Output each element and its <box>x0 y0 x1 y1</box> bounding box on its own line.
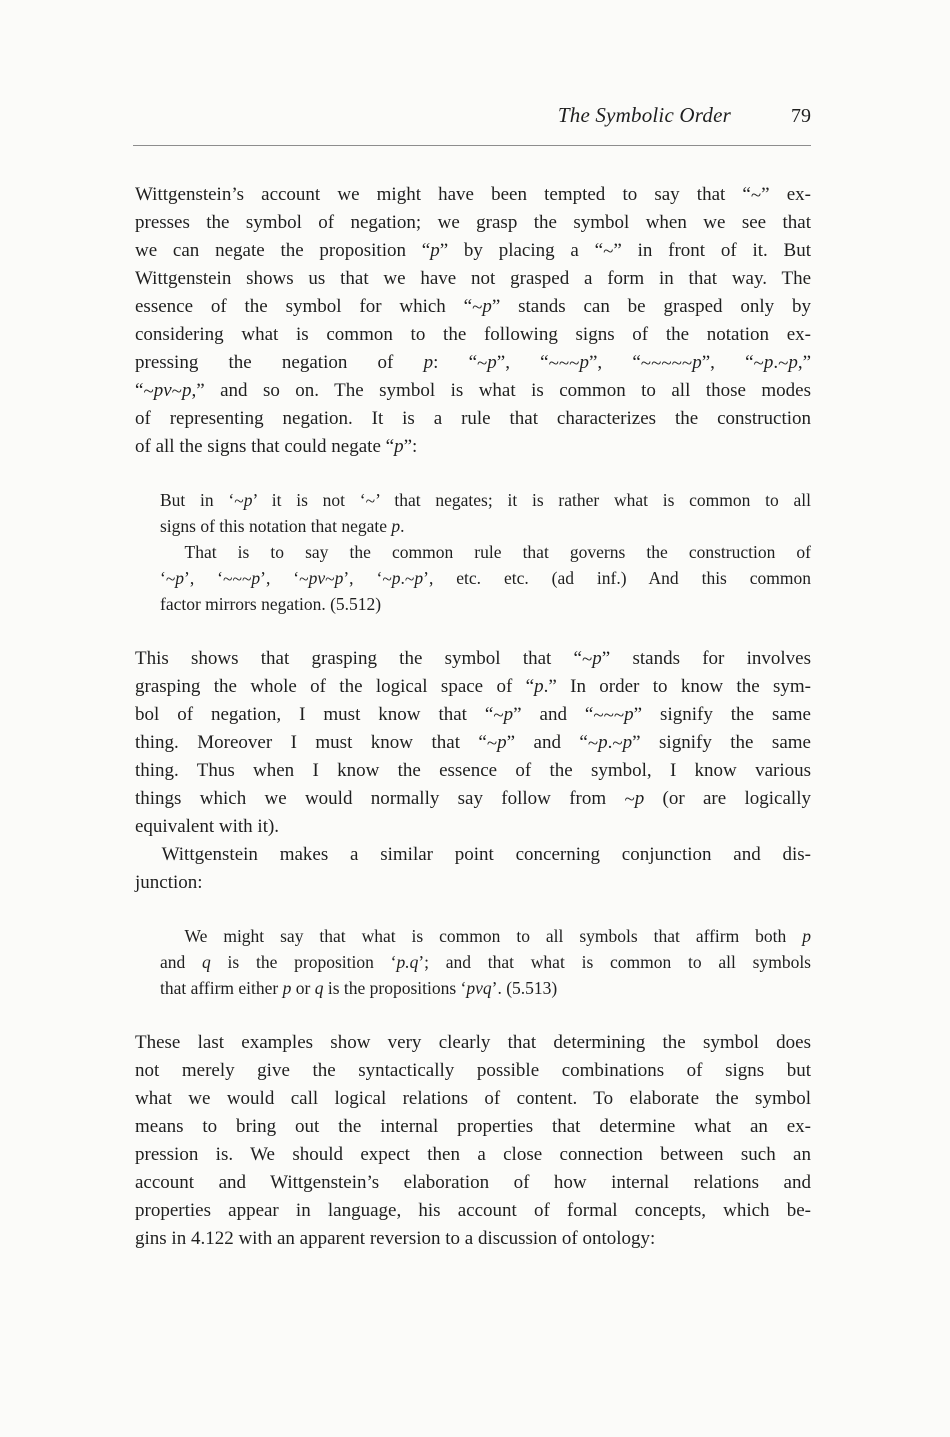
tilde-negation-sign: ~ <box>753 353 764 375</box>
text-line: factor mirrors negation. (5.512) <box>160 594 382 614</box>
text-line: equivalent with it). <box>135 816 280 837</box>
tilde-negation-sign: ~ <box>143 381 154 403</box>
tilde-negation-sign: ~ <box>582 649 593 671</box>
text-line: essence of the symbol for which “~p” stands can be grasped only by <box>135 296 811 319</box>
tilde-negation-sign: ~~~ <box>548 353 580 375</box>
text-line: This shows that grasping the symbol that “~p” stands for involves <box>135 648 811 671</box>
tilde-negation-sign: ~~~ <box>223 569 252 590</box>
text-line: That is to say the common rule that governs the construction of <box>184 542 811 562</box>
tilde-negation-sign: ~ <box>603 241 614 263</box>
text-line: grasping the whole of the logical space of “p.” In order to know the sym- <box>135 676 811 697</box>
text-line: things which we would normally say follow from ~p (or are logically <box>135 788 811 811</box>
tilde-negation-sign: ~ <box>778 353 789 375</box>
tilde-negation-sign: ~ <box>486 733 498 755</box>
body-paragraph <box>135 841 811 897</box>
text-line: “~pv~p,” and so on. The symbol is what is common to all those modes <box>135 380 811 403</box>
text-line: presses the symbol of negation; we grasp the symbol when we see that <box>135 212 811 233</box>
block-quote <box>160 487 811 617</box>
text-line: Wittgenstein’s account we might have been tempted to say that “~” ex- <box>135 184 811 207</box>
block-quote <box>160 923 811 1001</box>
text-line: what we would call logical relations of content. To elaborate the symbol <box>135 1088 811 1109</box>
text-line: we can negate the proposition “p” by placing a “~” in front of it. But <box>135 240 811 263</box>
text-line: bol of negation, I must know that “~p” and “~~~p” signify the same <box>135 704 811 727</box>
tilde-negation-sign: ~ <box>612 733 623 755</box>
body-paragraph <box>135 1029 811 1253</box>
tilde-negation-sign: ~ <box>477 353 488 375</box>
tilde-negation-sign: ~ <box>165 569 176 590</box>
text-line: account and Wittgenstein’s elaboration of how internal relations and <box>135 1172 811 1193</box>
tilde-negation-sign: ~~~ <box>593 705 625 727</box>
text-line: pressing the negation of p: “~p”, “~~~p”, “~~~~~p”, “~p.~p,” <box>135 352 812 375</box>
tilde-negation-sign: ~ <box>624 789 635 811</box>
page-number: 79 <box>791 105 811 127</box>
text-line: of all the signs that could negate “p”: <box>135 436 418 457</box>
text-line: thing. Thus when I know the essence of the symbol, I know various <box>135 760 811 781</box>
tilde-negation-sign: ~ <box>299 569 309 590</box>
text-line: of representing negation. It is a rule that characterizes the construction <box>135 408 811 429</box>
tilde-negation-sign: ~ <box>365 491 376 512</box>
tilde-negation-sign: ~ <box>171 381 182 403</box>
text-line: properties appear in language, his account of formal concepts, which be- <box>135 1200 811 1221</box>
text-line: junction: <box>135 872 203 893</box>
text-line: ‘~p’, ‘~~~p’, ‘~pv~p’, ‘~p.~p’, etc. etc. (ad inf.) And this common <box>160 568 812 590</box>
tilde-negation-sign: ~ <box>325 569 335 590</box>
tilde-negation-sign: ~~~~~ <box>640 353 693 375</box>
text-line: not merely give the syntactically possible combinations of signs but <box>135 1060 811 1081</box>
header-rule <box>133 145 811 146</box>
text-line: signs of this notation that negate p. <box>160 516 405 536</box>
text-line: But in ‘~p’ it is not ‘~’ that negates; it is rather what is common to all <box>160 490 812 512</box>
text-line: These last examples show very clearly that determining the symbol does <box>135 1032 811 1053</box>
text-line: Wittgenstein shows us that we have not grasped a form in that way. The <box>135 268 811 289</box>
text-line: and q is the proposition ‘p.q’; and that what is common to all symbols <box>160 952 811 972</box>
tilde-negation-sign: ~ <box>382 569 392 590</box>
text-line: that affirm either p or q is the propositions ‘pvq’. (5.513) <box>160 978 558 998</box>
running-head <box>135 103 811 128</box>
text-line: considering what is common to the following signs of the notation ex- <box>135 324 811 345</box>
tilde-negation-sign: ~ <box>493 705 504 727</box>
tilde-negation-sign: ~ <box>472 297 483 319</box>
tilde-negation-sign: ~ <box>750 185 762 207</box>
text-line: thing. Moreover I must know that “~p” and “~p.~p” signify the same <box>135 732 811 755</box>
tilde-negation-sign: ~ <box>587 733 599 755</box>
tilde-negation-sign: ~ <box>234 491 244 512</box>
tilde-negation-sign: ~ <box>404 569 415 590</box>
running-head-title: The Symbolic Order <box>557 103 731 127</box>
text-line: means to bring out the internal properties that determine what an ex- <box>135 1116 811 1137</box>
page-body <box>135 181 811 1253</box>
text-line: gins in 4.122 with an apparent reversion to a discussion of ontology: <box>135 1228 656 1249</box>
text-line: We might say that what is common to all symbols that affirm both p <box>184 926 811 946</box>
text-line: Wittgenstein makes a similar point concerning conjunction and dis- <box>161 844 811 865</box>
text-line: pression is. We should expect then a close connection between such an <box>135 1144 811 1165</box>
body-paragraph <box>135 645 811 841</box>
body-paragraph <box>135 181 811 461</box>
